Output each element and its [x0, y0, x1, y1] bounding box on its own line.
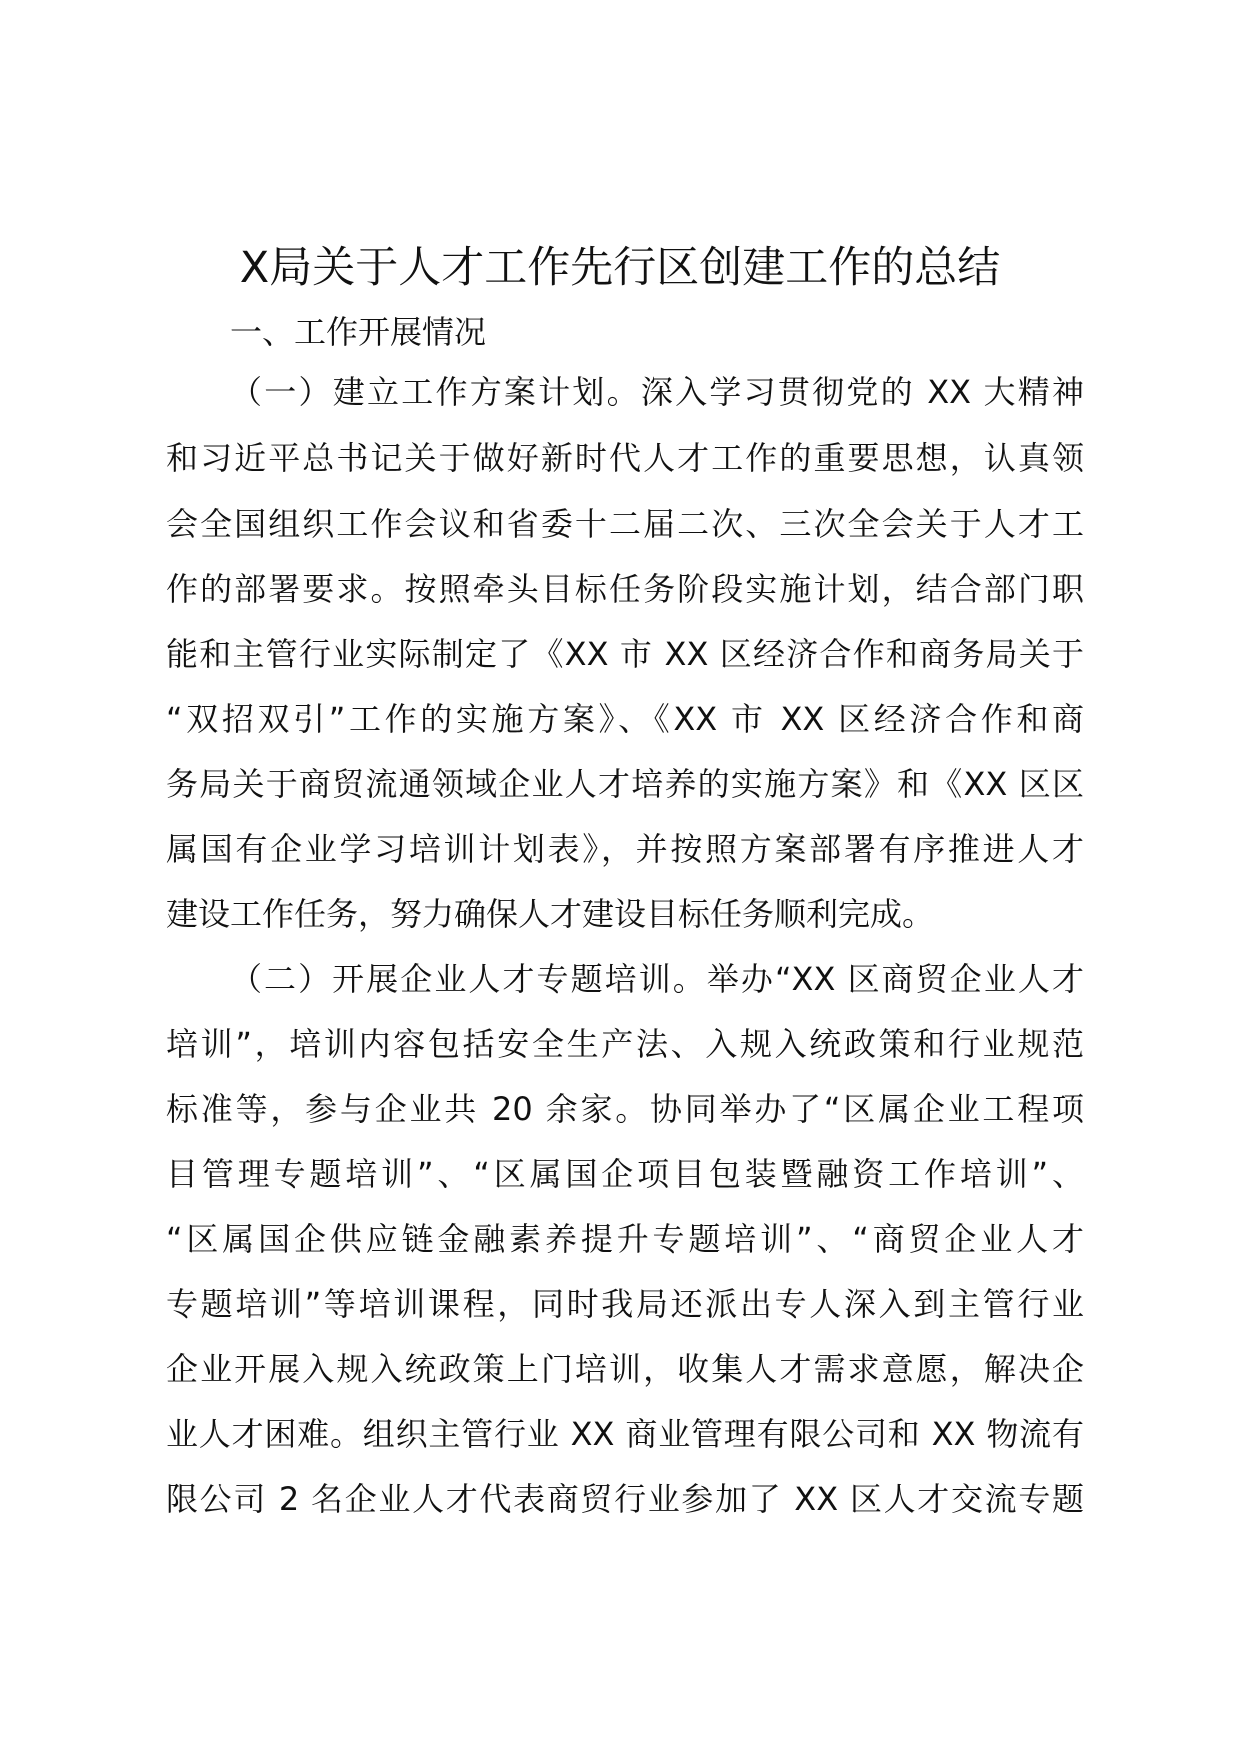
paragraph-1-line: 能和主管行业实际制定了《XX 市 XX 区经济合作和商务局关于: [166, 635, 1084, 673]
paragraph-2-line: “区属国企供应链金融素养提升专题培训”、“商贸企业人才: [166, 1220, 1084, 1258]
paragraph-1-line: 属国有企业学习培训计划表》，并按照方案部署有序推进人才: [166, 830, 1084, 868]
paragraph-1-line: 作的部署要求。按照牵头目标任务阶段实施计划，结合部门职: [166, 570, 1084, 608]
paragraph-2-line: 限公司 2 名企业人才代表商贸行业参加了 XX 区人才交流专题: [166, 1480, 1084, 1518]
paragraph-1-line: 务局关于商贸流通领域企业人才培养的实施方案》和《XX 区区: [166, 765, 1084, 803]
paragraph-2-line: 专题培训”等培训课程，同时我局还派出专人深入到主管行业: [166, 1285, 1084, 1323]
paragraph-1-line: 建设工作任务，努力确保人才建设目标任务顺利完成。: [166, 895, 935, 933]
paragraph-2-line: 企业开展入规入统政策上门培训，收集人才需求意愿，解决企: [166, 1350, 1084, 1388]
paragraph-2-line: 培训”，培训内容包括安全生产法、入规入统政策和行业规范: [166, 1025, 1084, 1063]
paragraph-1-line: “双招双引”工作的实施方案》、《XX 市 XX 区经济合作和商: [166, 700, 1084, 738]
paragraph-2-line: 业人才困难。组织主管行业 XX 商业管理有限公司和 XX 物流有: [166, 1415, 1084, 1453]
paragraph-2-line: 目管理专题培训”、“区属国企项目包装暨融资工作培训”、: [166, 1155, 1084, 1193]
paragraph-1-line: 和习近平总书记关于做好新时代人才工作的重要思想，认真领: [166, 439, 1084, 477]
document-title: X局关于人才工作先行区创建工作的总结: [239, 243, 1001, 293]
paragraph-1-line: （一）建立工作方案计划。深入学习贯彻党的 XX 大精神: [230, 373, 1084, 411]
paragraph-2-line: 标准等，参与企业共 20 余家。协同举办了“区属企业工程项: [166, 1090, 1084, 1128]
section-heading: 一、工作开展情况: [230, 313, 487, 351]
paragraph-1-line: 会全国组织工作会议和省委十二届二次、三次全会关于人才工: [166, 505, 1084, 543]
paragraph-2-line: （二）开展企业人才专题培训。举办“XX 区商贸企业人才: [230, 960, 1084, 998]
